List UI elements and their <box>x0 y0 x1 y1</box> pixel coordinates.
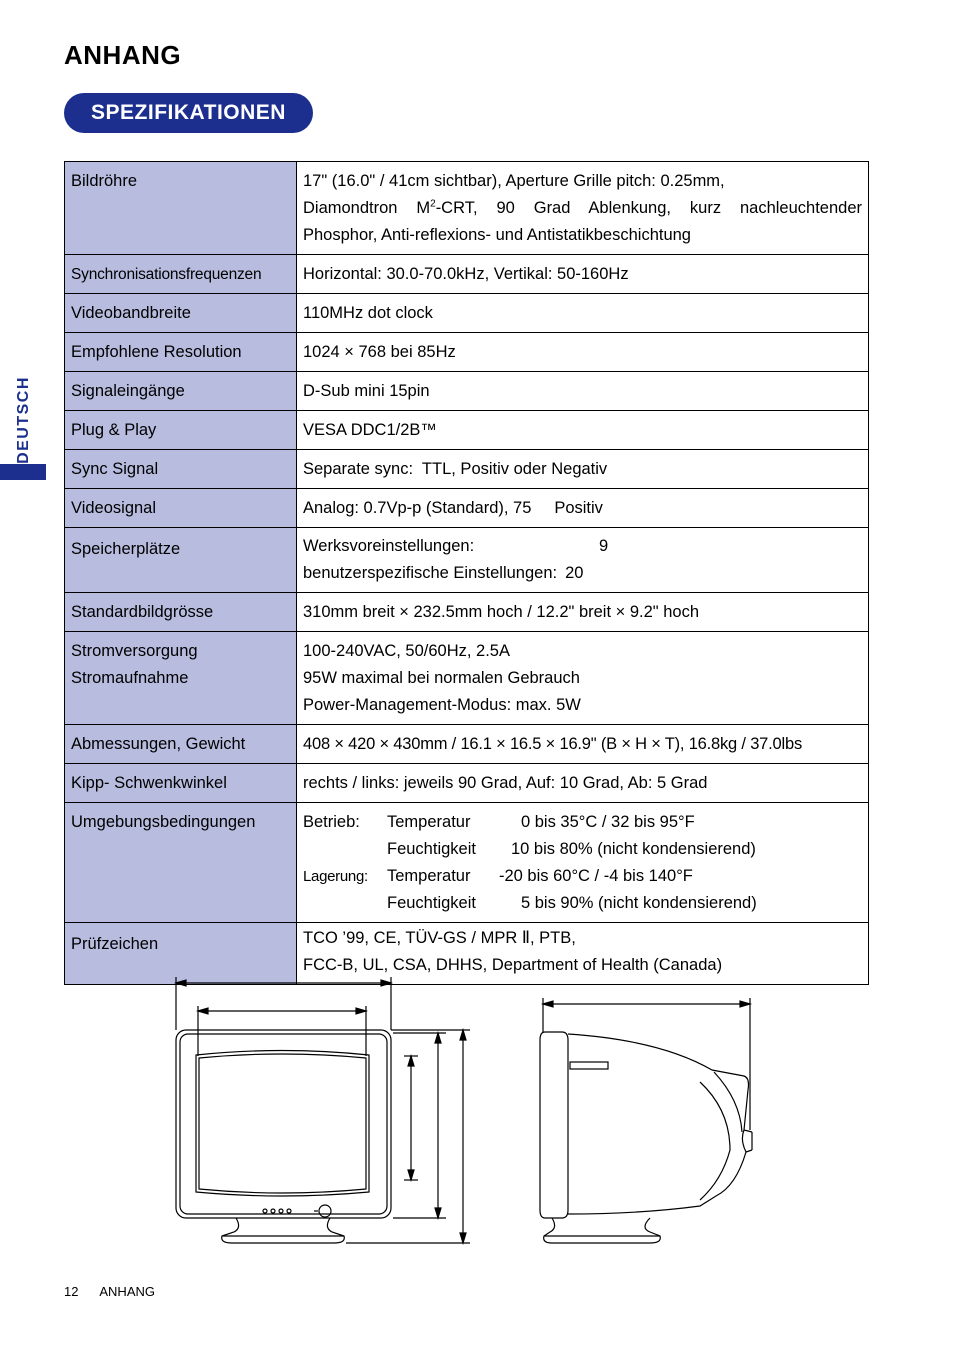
side-language-tab <box>0 360 46 480</box>
spec-value-line: 100-240VAC, 50/60Hz, 2.5A <box>303 642 510 660</box>
env-row <box>303 863 862 890</box>
page-heading: ANHANG <box>64 40 182 70</box>
spec-value-line <box>303 195 862 222</box>
table-row <box>65 255 869 294</box>
table-row <box>65 162 869 255</box>
env-row <box>303 890 862 917</box>
spec-key: Sync Signal <box>65 450 297 489</box>
env-mode-spacer <box>303 890 387 917</box>
section-pill-label: SPEZIFIKATIONEN <box>91 101 286 124</box>
spec-value-line: Power-Management-Modus: max. 5W <box>303 696 581 714</box>
spec-value: 110MHz dot clock <box>297 294 869 333</box>
spec-table <box>64 161 869 985</box>
table-row <box>65 593 869 632</box>
spec-value-sup: 2 <box>430 198 436 210</box>
spec-value: D-Sub mini 15pin <box>297 372 869 411</box>
spec-value-line: FCC-B, UL, CSA, DHHS, Department of Health (Canada) <box>303 956 723 974</box>
env-param-label: Temperatur <box>387 867 471 885</box>
env-row <box>303 809 862 836</box>
table-row <box>65 333 869 372</box>
spec-value: 408 × 420 × 430mm / 16.1 × 16.5 × 16.9" (B × H × T), 16.8kg / 37.0lbs <box>297 725 869 764</box>
env-value: 5 bis 90% (nicht kondensierend) <box>521 894 757 912</box>
side-tab-bar <box>0 464 46 480</box>
side-tab-label: DEUTSCH <box>15 376 32 464</box>
spec-value <box>297 162 869 255</box>
spec-value: 310mm breit × 232.5mm hoch / 12.2" breit × 9.2" hoch <box>297 593 869 632</box>
monitor-front-drawing-icon <box>176 977 470 1243</box>
memory-row <box>303 533 862 560</box>
memory-label: benutzerspezifische Einstellungen: <box>303 564 558 582</box>
env-mode-spacer <box>303 836 387 863</box>
spec-key <box>65 632 297 725</box>
spec-value: VESA DDC1/2B™ <box>297 411 869 450</box>
memory-label: Werksvoreinstellungen: <box>303 537 475 555</box>
spec-value <box>297 528 869 593</box>
table-row <box>65 372 869 411</box>
table-row <box>65 803 869 923</box>
spec-value <box>297 632 869 725</box>
table-row <box>65 489 869 528</box>
memory-row <box>303 560 862 587</box>
section-pill-spezifikationen <box>64 93 313 133</box>
page-footer <box>64 1284 173 1299</box>
spec-key: Abmessungen, Gewicht <box>65 725 297 764</box>
table-row <box>65 450 869 489</box>
spec-value: Analog: 0.7Vp-p (Standard), 75 Positiv <box>297 489 869 528</box>
spec-value-line: Phosphor, Anti-reflexions- und Antistatikbeschichtung <box>303 226 691 244</box>
table-row <box>65 528 869 593</box>
spec-value-line: 95W maximal bei normalen Gebrauch <box>303 669 580 687</box>
spec-value-part: -CRT, 90 Grad Ablenkung, kurz nachleuchtender <box>435 199 862 217</box>
env-param-label: Feuchtigkeit <box>387 840 476 858</box>
table-row <box>65 764 869 803</box>
spec-key: Empfohlene Resolution <box>65 333 297 372</box>
table-row <box>65 294 869 333</box>
spec-value: Horizontal: 30.0-70.0kHz, Vertikal: 50-160Hz <box>297 255 869 294</box>
spec-value: 1024 × 768 bei 85Hz <box>297 333 869 372</box>
spec-key: Videosignal <box>65 489 297 528</box>
table-row <box>65 632 869 725</box>
spec-value-line: 17" (16.0" / 41cm sichtbar), Aperture Grille pitch: 0.25mm, <box>303 172 725 190</box>
spec-value-line: TCO ’99, CE, TÜV-GS / MPR Ⅱ, PTB, <box>303 929 576 947</box>
env-row <box>303 836 862 863</box>
memory-value: 9 <box>599 537 609 555</box>
spec-key: Signaleingänge <box>65 372 297 411</box>
spec-key: Synchronisationsfrequenzen <box>65 255 297 294</box>
spec-key: Umgebungsbedingungen <box>65 803 297 923</box>
env-value: 0 bis 35°C / 32 bis 95°F <box>521 813 695 831</box>
env-param-label: Feuchtigkeit <box>387 894 476 912</box>
spec-value <box>297 803 869 923</box>
spec-key: Prüfzeichen <box>65 923 297 985</box>
page-number: 12 <box>64 1284 79 1299</box>
spec-key-line: Stromversorgung <box>71 642 198 660</box>
spec-value: Separate sync: TTL, Positiv oder Negativ <box>297 450 869 489</box>
spec-key: Plug & Play <box>65 411 297 450</box>
env-value: -20 bis 60°C / -4 bis 140°F <box>499 867 693 885</box>
env-value: 10 bis 80% (nicht kondensierend) <box>511 840 756 858</box>
spec-key-line: Stromaufnahme <box>71 669 189 687</box>
footer-label: ANHANG <box>99 1284 155 1299</box>
env-mode-label: Betrieb: <box>303 813 360 831</box>
table-row <box>65 725 869 764</box>
spec-value: rechts / links: jeweils 90 Grad, Auf: 10 Grad, Ab: 5 Grad <box>297 764 869 803</box>
spec-key: Speicherplätze <box>65 528 297 593</box>
env-mode-label: Lagerung: <box>303 868 368 885</box>
env-param-label: Temperatur <box>387 813 471 831</box>
memory-value: 20 <box>565 564 584 582</box>
monitor-side-drawing-icon <box>540 998 752 1243</box>
spec-key: Videobandbreite <box>65 294 297 333</box>
spec-key: Kipp- Schwenkwinkel <box>65 764 297 803</box>
table-row <box>65 411 869 450</box>
spec-key: Bildröhre <box>65 162 297 255</box>
monitor-dimension-figure <box>0 960 954 1260</box>
spec-key: Standardbildgrösse <box>65 593 297 632</box>
spec-value-part: Diamondtron M <box>303 199 431 217</box>
